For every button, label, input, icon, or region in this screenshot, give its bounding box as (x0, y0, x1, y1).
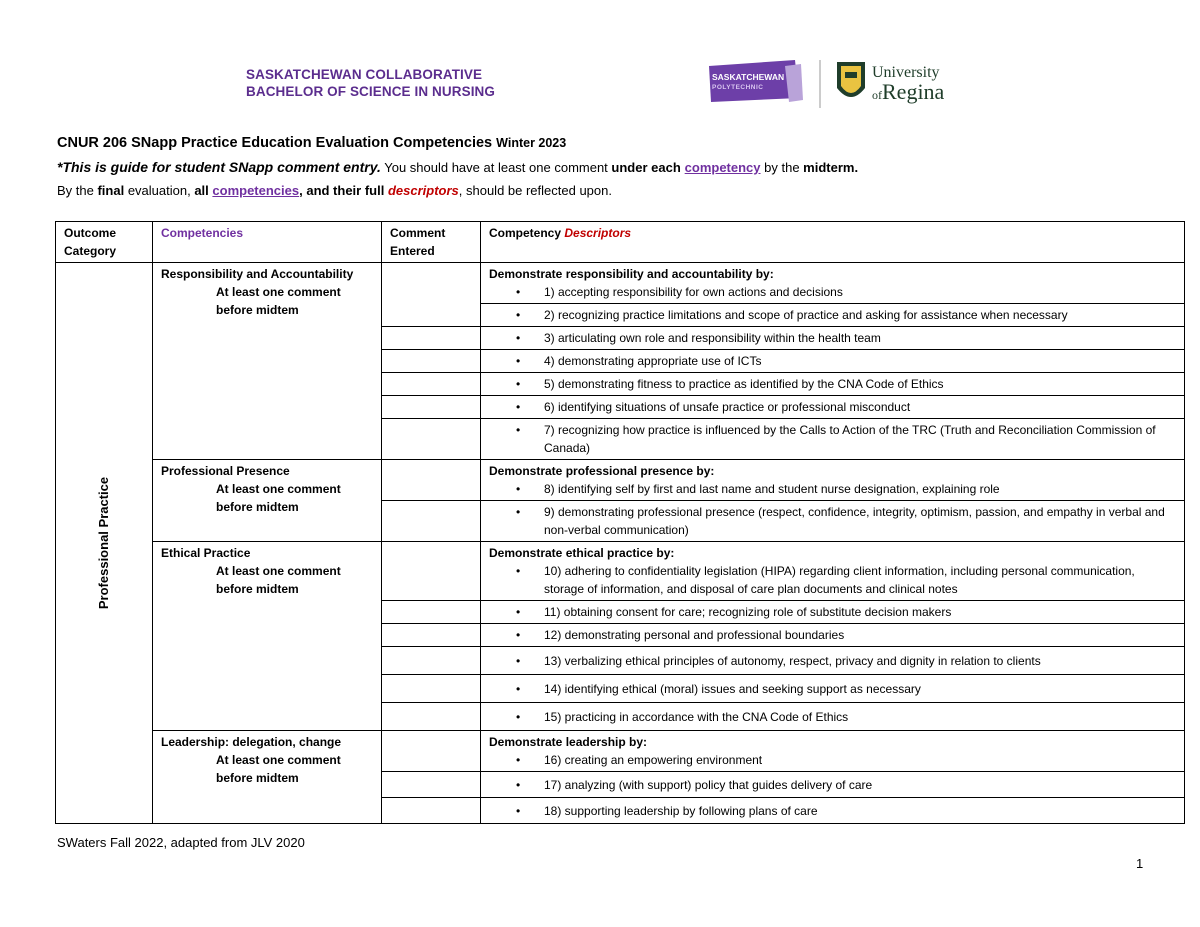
descriptor-text: 1) accepting responsibility for own actions and decisions (544, 285, 843, 299)
final-f: descriptors (387, 183, 459, 198)
descriptor-text: 16) creating an empowering environment (544, 753, 763, 767)
competencies-link[interactable]: competencies (212, 183, 300, 198)
logo-left-line2: BACHELOR OF SCIENCE IN NURSING (246, 84, 496, 99)
descriptor-item (489, 503, 1176, 539)
bullet-icon: • (516, 709, 521, 724)
title-text: CNUR 206 SNapp Practice Education Evaluation Competencies (57, 135, 493, 151)
descriptor-text: 10) adhering to confidentiality legislation (HIPA) regarding client information, including personal communication, storage of information, and disposal of care plan documents and clinical notes (544, 564, 1135, 596)
descriptor-cell (481, 304, 1185, 327)
checkbox-icon[interactable] (186, 562, 216, 598)
bullet-icon: • (516, 354, 521, 368)
checkbox-item (161, 283, 373, 319)
final-d: all (194, 183, 209, 198)
descriptor-text: 2) recognizing practice limitations and scope of practice and asking for assistance when necessary (544, 308, 1068, 322)
final-eval-line (57, 183, 612, 198)
header-desc-b: Descriptors (564, 226, 632, 240)
header-comment-entered: Comment Entered (382, 222, 481, 263)
descriptor-item (489, 329, 1176, 347)
title-term: Winter 2023 (496, 136, 567, 150)
header-descriptors (481, 222, 1185, 263)
descriptor-cell (481, 263, 1185, 304)
uregina-regina: Regina (882, 79, 945, 104)
descriptor-text: 5) demonstrating fitness to practice as identified by the CNA Code of Ethics (544, 377, 944, 391)
uregina-line2 (872, 79, 944, 105)
bullet-icon: • (516, 423, 521, 437)
comment-cell[interactable] (382, 772, 481, 798)
descriptor-text: 13) verbalizing ethical principles of autonomy, respect, privacy and dignity in relation to clients (544, 653, 1041, 668)
descriptor-item (489, 421, 1176, 457)
descriptor-text: 17) analyzing (with support) policy that guides delivery of care (544, 777, 873, 792)
guide-e: midterm. (803, 160, 859, 175)
table-row (56, 542, 1185, 601)
checkbox-icon[interactable] (186, 751, 216, 787)
competency-link[interactable]: competency (684, 160, 761, 175)
descriptor-cell (481, 542, 1185, 601)
checkbox-item (161, 480, 373, 516)
competency-cell (153, 542, 382, 731)
competency-name: Ethical Practice (161, 546, 251, 560)
footer-credit: SWaters Fall 2022, adapted from JLV 2020 (57, 835, 305, 850)
guide-line (57, 159, 858, 175)
final-c: evaluation, (124, 183, 195, 198)
comment-cell[interactable] (382, 647, 481, 675)
header-competencies: Competencies (153, 222, 382, 263)
descriptor-cell (481, 703, 1185, 731)
descriptor-item (489, 626, 1176, 644)
descriptor-item (489, 375, 1176, 393)
competency-cell (153, 460, 382, 542)
comment-cell[interactable] (382, 601, 481, 624)
final-b: final (97, 183, 125, 198)
uregina-of: of (872, 88, 882, 102)
table-row (56, 460, 1185, 501)
bullet-icon: • (516, 308, 521, 322)
descriptor-text: 7) recognizing how practice is influenced by the Calls to Action of the TRC (Truth and Reconciliation Commission of Canada) (544, 423, 1156, 455)
category-cell (56, 263, 153, 824)
document-title (57, 135, 566, 151)
comment-cell[interactable] (382, 350, 481, 373)
descriptor-item (489, 306, 1176, 324)
guide-b: You should have at least one comment (380, 160, 612, 175)
descriptor-text: 18) supporting leadership by following plans of care (544, 803, 818, 818)
comment-cell[interactable] (382, 501, 481, 542)
final-g: , should be reflected upon. (458, 183, 612, 198)
descriptor-item (489, 652, 1176, 670)
descriptor-text: 4) demonstrating appropriate use of ICTs (544, 354, 762, 368)
bullet-icon: • (516, 564, 521, 578)
descriptor-item (489, 603, 1176, 621)
bullet-icon: • (516, 605, 521, 619)
checkbox-item (161, 751, 373, 787)
descriptor-text: 9) demonstrating professional presence (respect, confidence, integrity, optimism, passion, and empathy in verbal and non-verbal communication) (544, 505, 1165, 537)
descriptor-item (489, 751, 1176, 769)
table-header-row (56, 222, 1185, 263)
descriptor-text: 11) obtaining consent for care; recognizing role of substitute decision makers (544, 605, 952, 619)
bullet-icon: • (516, 628, 521, 642)
descriptor-cell (481, 601, 1185, 624)
descriptor-text: 15) practicing in accordance with the CNA Code of Ethics (544, 709, 849, 724)
header-outcome-category: Outcome Category (56, 222, 153, 263)
final-a: By the (57, 183, 98, 198)
descriptor-cell (481, 460, 1185, 501)
descriptor-cell (481, 327, 1185, 350)
descriptor-cell (481, 647, 1185, 675)
descriptor-cell (481, 731, 1185, 772)
descriptor-cell (481, 798, 1185, 824)
descriptor-cell (481, 675, 1185, 703)
guide-c: under each (611, 160, 681, 175)
descriptor-intro: Demonstrate leadership by: (489, 735, 648, 749)
logo-left-line1: SASKATCHEWAN COLLABORATIVE (246, 67, 483, 82)
checkbox-label: At least one comment before midtem (216, 285, 341, 317)
checkbox-label: At least one comment before midtem (216, 753, 341, 785)
table-row (56, 263, 1185, 304)
checkbox-label: At least one comment before midtem (216, 482, 341, 514)
collaborative-logo (246, 66, 495, 100)
descriptor-cell (481, 501, 1185, 542)
bullet-icon: • (516, 803, 521, 818)
sask-poly-name: SASKATCHEWAN (712, 72, 785, 82)
bullet-icon: • (516, 482, 521, 496)
bullet-icon: • (516, 331, 521, 345)
bullet-icon: • (516, 681, 521, 696)
descriptor-cell (481, 373, 1185, 396)
bullet-icon: • (516, 285, 521, 299)
descriptor-item (489, 562, 1176, 598)
competency-cell (153, 263, 382, 460)
guide-d: by the (760, 160, 804, 175)
competency-name: Professional Presence (161, 464, 290, 478)
competency-cell (153, 731, 382, 824)
bullet-icon: • (516, 653, 521, 668)
category-label: Professional Practice (96, 476, 111, 610)
comment-cell[interactable] (382, 419, 481, 460)
checkbox-label: At least one comment before midtem (216, 564, 341, 596)
comment-cell[interactable] (382, 731, 481, 772)
descriptor-item (489, 352, 1176, 370)
competency-name: Responsibility and Accountability (161, 267, 354, 281)
competency-table (55, 221, 1185, 824)
descriptor-intro: Demonstrate ethical practice by: (489, 546, 675, 560)
descriptor-text: 8) identifying self by first and last name and student nurse designation, explaining role (544, 482, 1000, 496)
comment-cell[interactable] (382, 327, 481, 350)
sask-poly-sub: POLYTECHNIC (712, 84, 764, 91)
descriptor-item (489, 776, 1176, 794)
descriptor-cell (481, 772, 1185, 798)
descriptor-intro: Demonstrate professional presence by: (489, 464, 715, 478)
bullet-icon: • (516, 400, 521, 414)
descriptor-cell (481, 624, 1185, 647)
competency-name: Leadership: delegation, change (161, 735, 342, 749)
comment-cell[interactable] (382, 396, 481, 419)
final-e: , and their full (299, 183, 388, 198)
bullet-icon: • (516, 777, 521, 792)
descriptor-text: 6) identifying situations of unsafe practice or professional misconduct (544, 400, 911, 414)
descriptor-item (489, 398, 1176, 416)
bullet-icon: • (516, 377, 521, 391)
descriptor-text: 12) demonstrating personal and professional boundaries (544, 628, 845, 642)
descriptor-cell (481, 350, 1185, 373)
table-row (56, 731, 1185, 772)
descriptor-item (489, 480, 1176, 498)
descriptor-text: 14) identifying ethical (moral) issues and seeking support as necessary (544, 681, 921, 696)
page-number: 1 (1136, 856, 1144, 871)
descriptor-cell (481, 396, 1185, 419)
comment-cell[interactable] (382, 703, 481, 731)
checkbox-icon[interactable] (186, 480, 216, 516)
comment-cell[interactable] (382, 263, 481, 327)
descriptor-item (489, 708, 1176, 726)
bullet-icon: • (516, 753, 521, 767)
comment-cell[interactable] (382, 460, 481, 501)
guide-a: *This is guide for student SNapp comment entry. (57, 159, 381, 175)
header-desc-a: Competency (489, 226, 565, 240)
descriptor-item (489, 680, 1176, 698)
descriptor-item (489, 802, 1176, 820)
descriptor-text: 3) articulating own role and responsibility within the health team (544, 331, 881, 345)
comment-cell[interactable] (382, 542, 481, 601)
comment-cell[interactable] (382, 373, 481, 396)
checkbox-item (161, 562, 373, 598)
uregina-line1: University (872, 64, 940, 81)
checkbox-icon[interactable] (186, 283, 216, 319)
descriptor-intro: Demonstrate responsibility and accountability by: (489, 267, 774, 281)
descriptor-item (489, 283, 1176, 301)
descriptor-cell (481, 419, 1185, 460)
comment-cell[interactable] (382, 675, 481, 703)
bullet-icon: • (516, 505, 521, 519)
comment-cell[interactable] (382, 624, 481, 647)
comment-cell[interactable] (382, 798, 481, 824)
